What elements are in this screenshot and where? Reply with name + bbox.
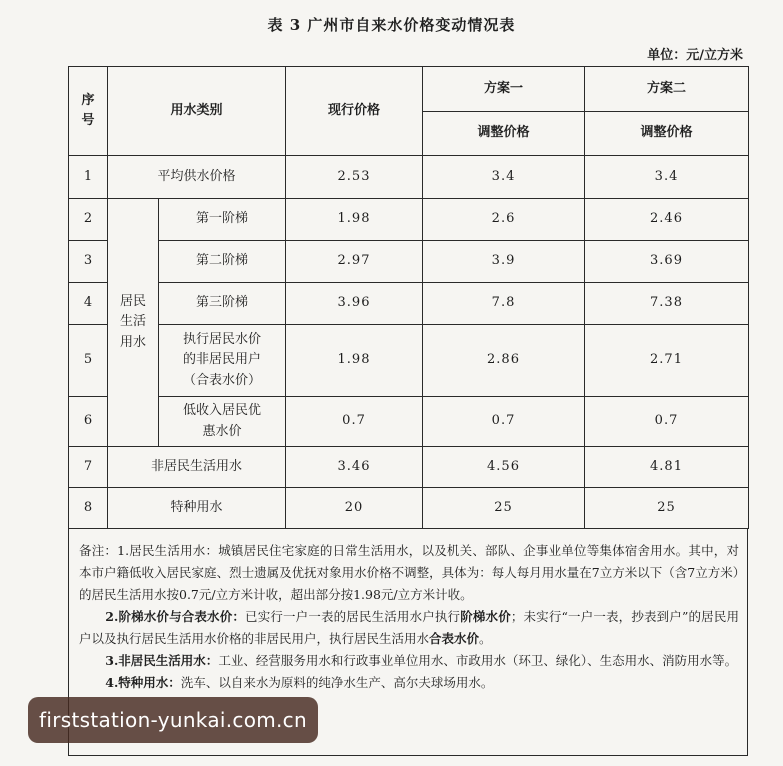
header-seq: 序 号 xyxy=(69,67,108,156)
note-3-text: 工业、经营服务用水和行政事业单位用水、市政用水（环卫、绿化）、生态用水、消防用水等。 xyxy=(218,653,738,668)
row-number: 4 xyxy=(69,283,108,325)
note-3 xyxy=(79,650,739,672)
plan2-price-cell: 25 xyxy=(585,488,749,529)
note-2-combined-price: 合表水价 xyxy=(429,631,480,646)
current-price-cell: 1.98 xyxy=(286,325,423,397)
header-adjusted-price-2: 调整价格 xyxy=(585,112,749,156)
plan1-price-cell: 0.7 xyxy=(423,397,585,447)
note-2-heading: 2.阶梯水价与合表水价： xyxy=(105,609,246,624)
table-row xyxy=(69,156,749,199)
header-adjusted-price-1: 调整价格 xyxy=(423,112,585,156)
plan1-price-cell: 2.6 xyxy=(423,199,585,241)
current-price-cell: 2.53 xyxy=(286,156,423,199)
plan1-price-cell: 25 xyxy=(423,488,585,529)
note-1: 备注：1.居民生活用水：城镇居民住宅家庭的日常生活用水，以及机关、部队、企事业单位等集体宿舍用水。其中，对本市户籍低收入居民家庭、烈士遗属及优抚对象用水价格不调整，具体为：每人每月用水量在7立方米以下（含7立方米）的居民生活用水按0.7元/立方米计收，超出部分按1.98元/立方米计收。 xyxy=(79,543,739,602)
current-price-cell: 20 xyxy=(286,488,423,529)
current-price-cell: 2.97 xyxy=(286,241,423,283)
note-2-text: 已实行一户一表的居民生活用水户执行 xyxy=(245,609,461,624)
header-plan-2: 方案二 xyxy=(585,67,749,112)
row-label: 非居民生活用水 xyxy=(108,447,286,488)
plan1-price-cell: 3.9 xyxy=(423,241,585,283)
row-label: 特种用水 xyxy=(108,488,286,529)
table-row xyxy=(69,199,749,241)
plan1-price-cell: 3.4 xyxy=(423,156,585,199)
watermark-label: firststation-yunkai.com.cn xyxy=(28,697,318,743)
note-3-heading: 3.非居民生活用水： xyxy=(105,653,219,668)
row-label: 平均供水价格 xyxy=(108,156,286,199)
header-current-price: 现行价格 xyxy=(286,67,423,156)
price-table xyxy=(68,66,749,529)
note-4-text: 洗车、以自来水为原料的纯净水生产、高尔夫球场用水。 xyxy=(180,675,494,690)
note-4-heading: 4.特种用水： xyxy=(105,675,181,690)
row-number: 5 xyxy=(69,325,108,397)
row-number: 3 xyxy=(69,241,108,283)
plan2-price-cell: 2.71 xyxy=(585,325,749,397)
plan2-price-cell: 2.46 xyxy=(585,199,749,241)
note-2-text: 。 xyxy=(479,631,492,646)
current-price-cell: 3.46 xyxy=(286,447,423,488)
row-label: 第二阶梯 xyxy=(159,241,286,283)
current-price-cell: 3.96 xyxy=(286,283,423,325)
plan2-price-cell: 0.7 xyxy=(585,397,749,447)
row-number: 8 xyxy=(69,488,108,529)
note-4 xyxy=(79,672,739,694)
resident-group-label: 居民 生活 用水 xyxy=(108,199,159,447)
plan2-price-cell: 3.4 xyxy=(585,156,749,199)
header-category: 用水类别 xyxy=(108,67,286,156)
unit-label: 单位：元/立方米 xyxy=(647,48,743,63)
plan1-price-cell: 7.8 xyxy=(423,283,585,325)
row-number: 6 xyxy=(69,397,108,447)
row-number: 1 xyxy=(69,156,108,199)
row-number: 7 xyxy=(69,447,108,488)
row-label: 第三阶梯 xyxy=(159,283,286,325)
table-row xyxy=(69,397,749,447)
plan2-price-cell: 4.81 xyxy=(585,447,749,488)
table-row xyxy=(69,283,749,325)
row-label: 执行居民水价 的非居民用户 （合表水价） xyxy=(159,325,286,397)
row-number: 2 xyxy=(69,199,108,241)
plan2-price-cell: 3.69 xyxy=(585,241,749,283)
plan2-price-cell: 7.38 xyxy=(585,283,749,325)
note-2-text: ；未实行“一户一表，抄表到户”的居民用户以及执行居民生活用水价格的非居民用户，执行居民生活用水 xyxy=(79,609,739,646)
note-2 xyxy=(79,606,739,650)
table-title: 表 3 广州市自来水价格变动情况表 xyxy=(267,16,516,34)
table-row xyxy=(69,241,749,283)
plan1-price-cell: 2.86 xyxy=(423,325,585,397)
table-row xyxy=(69,325,749,397)
table-row xyxy=(69,447,749,488)
current-price-cell: 1.98 xyxy=(286,199,423,241)
header-row xyxy=(69,67,749,112)
table-row xyxy=(69,488,749,529)
row-label: 第一阶梯 xyxy=(159,199,286,241)
row-label: 低收入居民优 惠水价 xyxy=(159,397,286,447)
plan1-price-cell: 4.56 xyxy=(423,447,585,488)
current-price-cell: 0.7 xyxy=(286,397,423,447)
note-2-tiered-price: 阶梯水价 xyxy=(460,609,511,624)
header-plan-1: 方案一 xyxy=(423,67,585,112)
